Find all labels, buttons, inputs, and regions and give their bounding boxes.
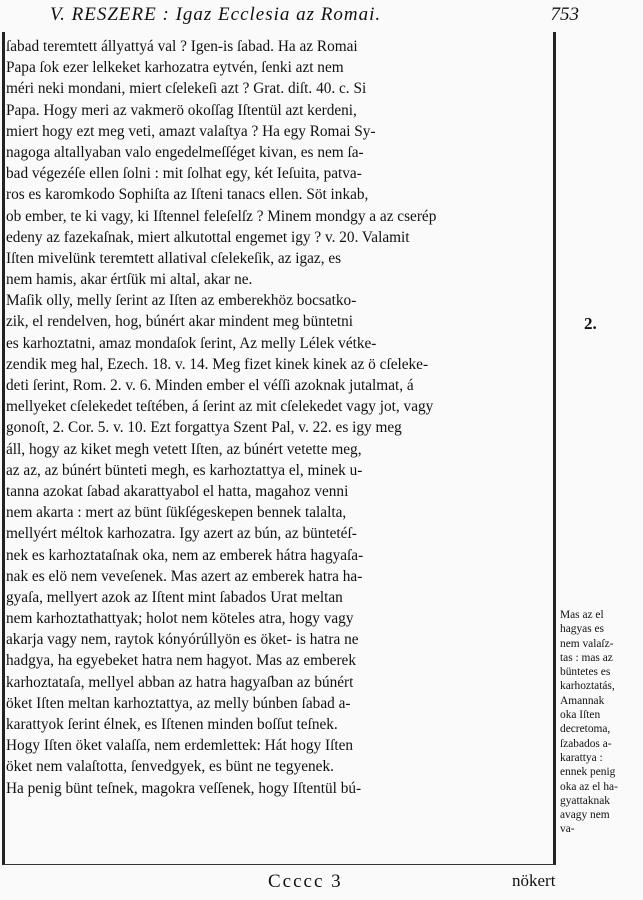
text-line: nem karhoztathattyak; holot nem köteles atra, hogy vagy <box>6 610 354 628</box>
text-line: áll, hogy az kiket megh vetett Iſten, az búnért vetette meg, <box>6 440 362 458</box>
text-line: Iſten mivelünk teremtett allatival cſelekeſik, az igaz, es <box>6 249 342 267</box>
text-line: mellyért méltok karhozatra. Igy azert az bún, az büntetéſ- <box>6 525 357 543</box>
text-line: zendik meg hal, Ezech. 18. v. 14. Meg fizet kinek kinek az ö cſeleke- <box>6 355 429 373</box>
side-note-line: tas : mas az <box>560 651 613 664</box>
side-note-line: ennek penig <box>560 766 616 779</box>
side-note <box>560 608 642 837</box>
catchword: nökert <box>512 871 556 890</box>
text-line: Maſik olly, melly ſerint az Iſten az emberekhöz bocsatko- <box>6 292 357 310</box>
side-note-line: decretoma, <box>560 723 611 736</box>
text-line: nagoga altallyaban valo engedelmeſſéget kivan, es nem ſa- <box>6 143 364 161</box>
text-line: Ha penig bünt teſnek, magokra veſſenek, hogy Iſtentül bú- <box>6 779 362 797</box>
text-line: nem hamis, akar értſük mi altal, akar ne. <box>6 271 253 289</box>
page-header <box>0 2 643 32</box>
text-line: hadgya, ha egyebeket hatra nem hagyot. Mas az emberek <box>6 652 356 670</box>
text-line: nek es karhoztataſnak oka, nem az emberek hátra hagyaſa- <box>6 546 364 564</box>
side-note-line: nem valaſz- <box>560 637 614 650</box>
page-footer <box>0 868 643 898</box>
text-line: karhoztataſa, mellyel abban az hatra hagyaſban az búnért <box>6 673 354 691</box>
side-note-line: oka az el ha- <box>560 780 618 793</box>
side-note-line: karhoztatás, <box>560 680 615 693</box>
text-line: karattyok ſerint élnek, es Iſtenen minden boſſut teſnek. <box>6 716 338 733</box>
margin-numeral: 2. <box>584 314 597 333</box>
text-line: öket Iſten meltan karhoztattya, az melly búnben ſabad a- <box>6 694 351 712</box>
text-line: mellyeket cſelekedet teſtében, á ſerint az mit cſelekedet vagy jot, vagy <box>6 398 434 416</box>
text-line: gyaſa, mellyert azok az Iſtent mint ſabados Urat meltan <box>6 588 343 606</box>
side-note-line: Amannak <box>560 694 605 707</box>
side-note-line: hagyas es <box>560 623 604 636</box>
text-line: öket nem valaſtotta, ſenvedgyek, es bünt ne tegyenek. <box>6 758 334 776</box>
text-line: zik, el rendelven, hog, búnért akar mindent meg büntetni <box>6 313 354 331</box>
side-note-line: va- <box>560 823 575 836</box>
text-line: tanna azokat ſabad akarattyabol el hatta, magahoz venni <box>6 482 349 500</box>
side-note-line: ſzabados a- <box>560 737 612 750</box>
text-line: miert hogy ezt meg veti, amazt valaſtya ? Ha egy Romai Sy- <box>6 122 376 140</box>
side-note-line: avagy nem <box>560 809 610 822</box>
text-line: deti ſerint, Rom. 2. v. 6. Minden ember el véſſi azoknak jutalmat, á <box>6 377 414 394</box>
text-line: ros es karomkodo Sophiſta az Iſteni tanacs ellen. Söt inkab, <box>6 186 369 204</box>
text-line: Papa. Hogy meri az vakmerö okoſſag Iſtentül azt kerdeni, <box>6 101 357 119</box>
text-line: nak es elö nem veveſenek. Mas azert az emberek hatra ha- <box>6 567 363 585</box>
running-head: V. RESZERE : Igaz Ecclesia az Romai. <box>50 4 382 25</box>
text-line: ſabad teremtett állyattyá val ? Igen-is ſabad. Ha az Romai <box>6 38 358 55</box>
side-note-line: karattya : <box>560 751 603 764</box>
signature-mark: Ccccc 3 <box>268 871 343 892</box>
side-note-line: gyattaknak <box>560 794 610 807</box>
text-line: ob ember, te ki vagy, ki Iſtennel feleſelſz ? Minem mondgy a az cserép <box>6 207 437 225</box>
text-line: akarja vagy nem, raytok kónyórúllyön es öket- is hatra ne <box>6 631 359 649</box>
text-line: nem akarta : mert az bünt ſükſégeskepen bennek talalta, <box>6 504 347 522</box>
page-number: 753 <box>550 4 579 25</box>
side-note-line: oka Iſten <box>560 709 601 722</box>
side-note-line: Mas az el <box>560 609 604 621</box>
side-note-line: büntetes es <box>560 666 611 679</box>
text-line: es karhoztatni, amaz mondaſok ſerint, Az melly Lélek vétke- <box>6 334 377 352</box>
text-line: Hogy Iſten öket valaſſa, nem erdemlettek: Hát hogy Iſten <box>6 737 354 755</box>
text-line: bad végezéſe ellen ſolni : mit ſolhat egy, két Ieſuita, patva- <box>6 165 362 183</box>
text-line: edeny az fazekaſnak, miert alkutottal engemet igy ? v. 20. Valamit <box>6 228 410 246</box>
text-line: méri neki mondani, miert cſelekeſi azt ? Grat. diſt. 40. c. Si <box>6 80 367 98</box>
text-line: Papa ſok ezer lelkeket karhozatra eytvén, ſenki azt nem <box>6 59 344 77</box>
text-line: az az, az búnért bünteti megh, es karhoztattya el, minek u- <box>6 461 363 479</box>
body-text <box>6 36 546 799</box>
text-line: gonoſt, 2. Cor. 5. v. 10. Ezt forgattya Szent Pal, v. 22. es igy meg <box>6 419 402 437</box>
